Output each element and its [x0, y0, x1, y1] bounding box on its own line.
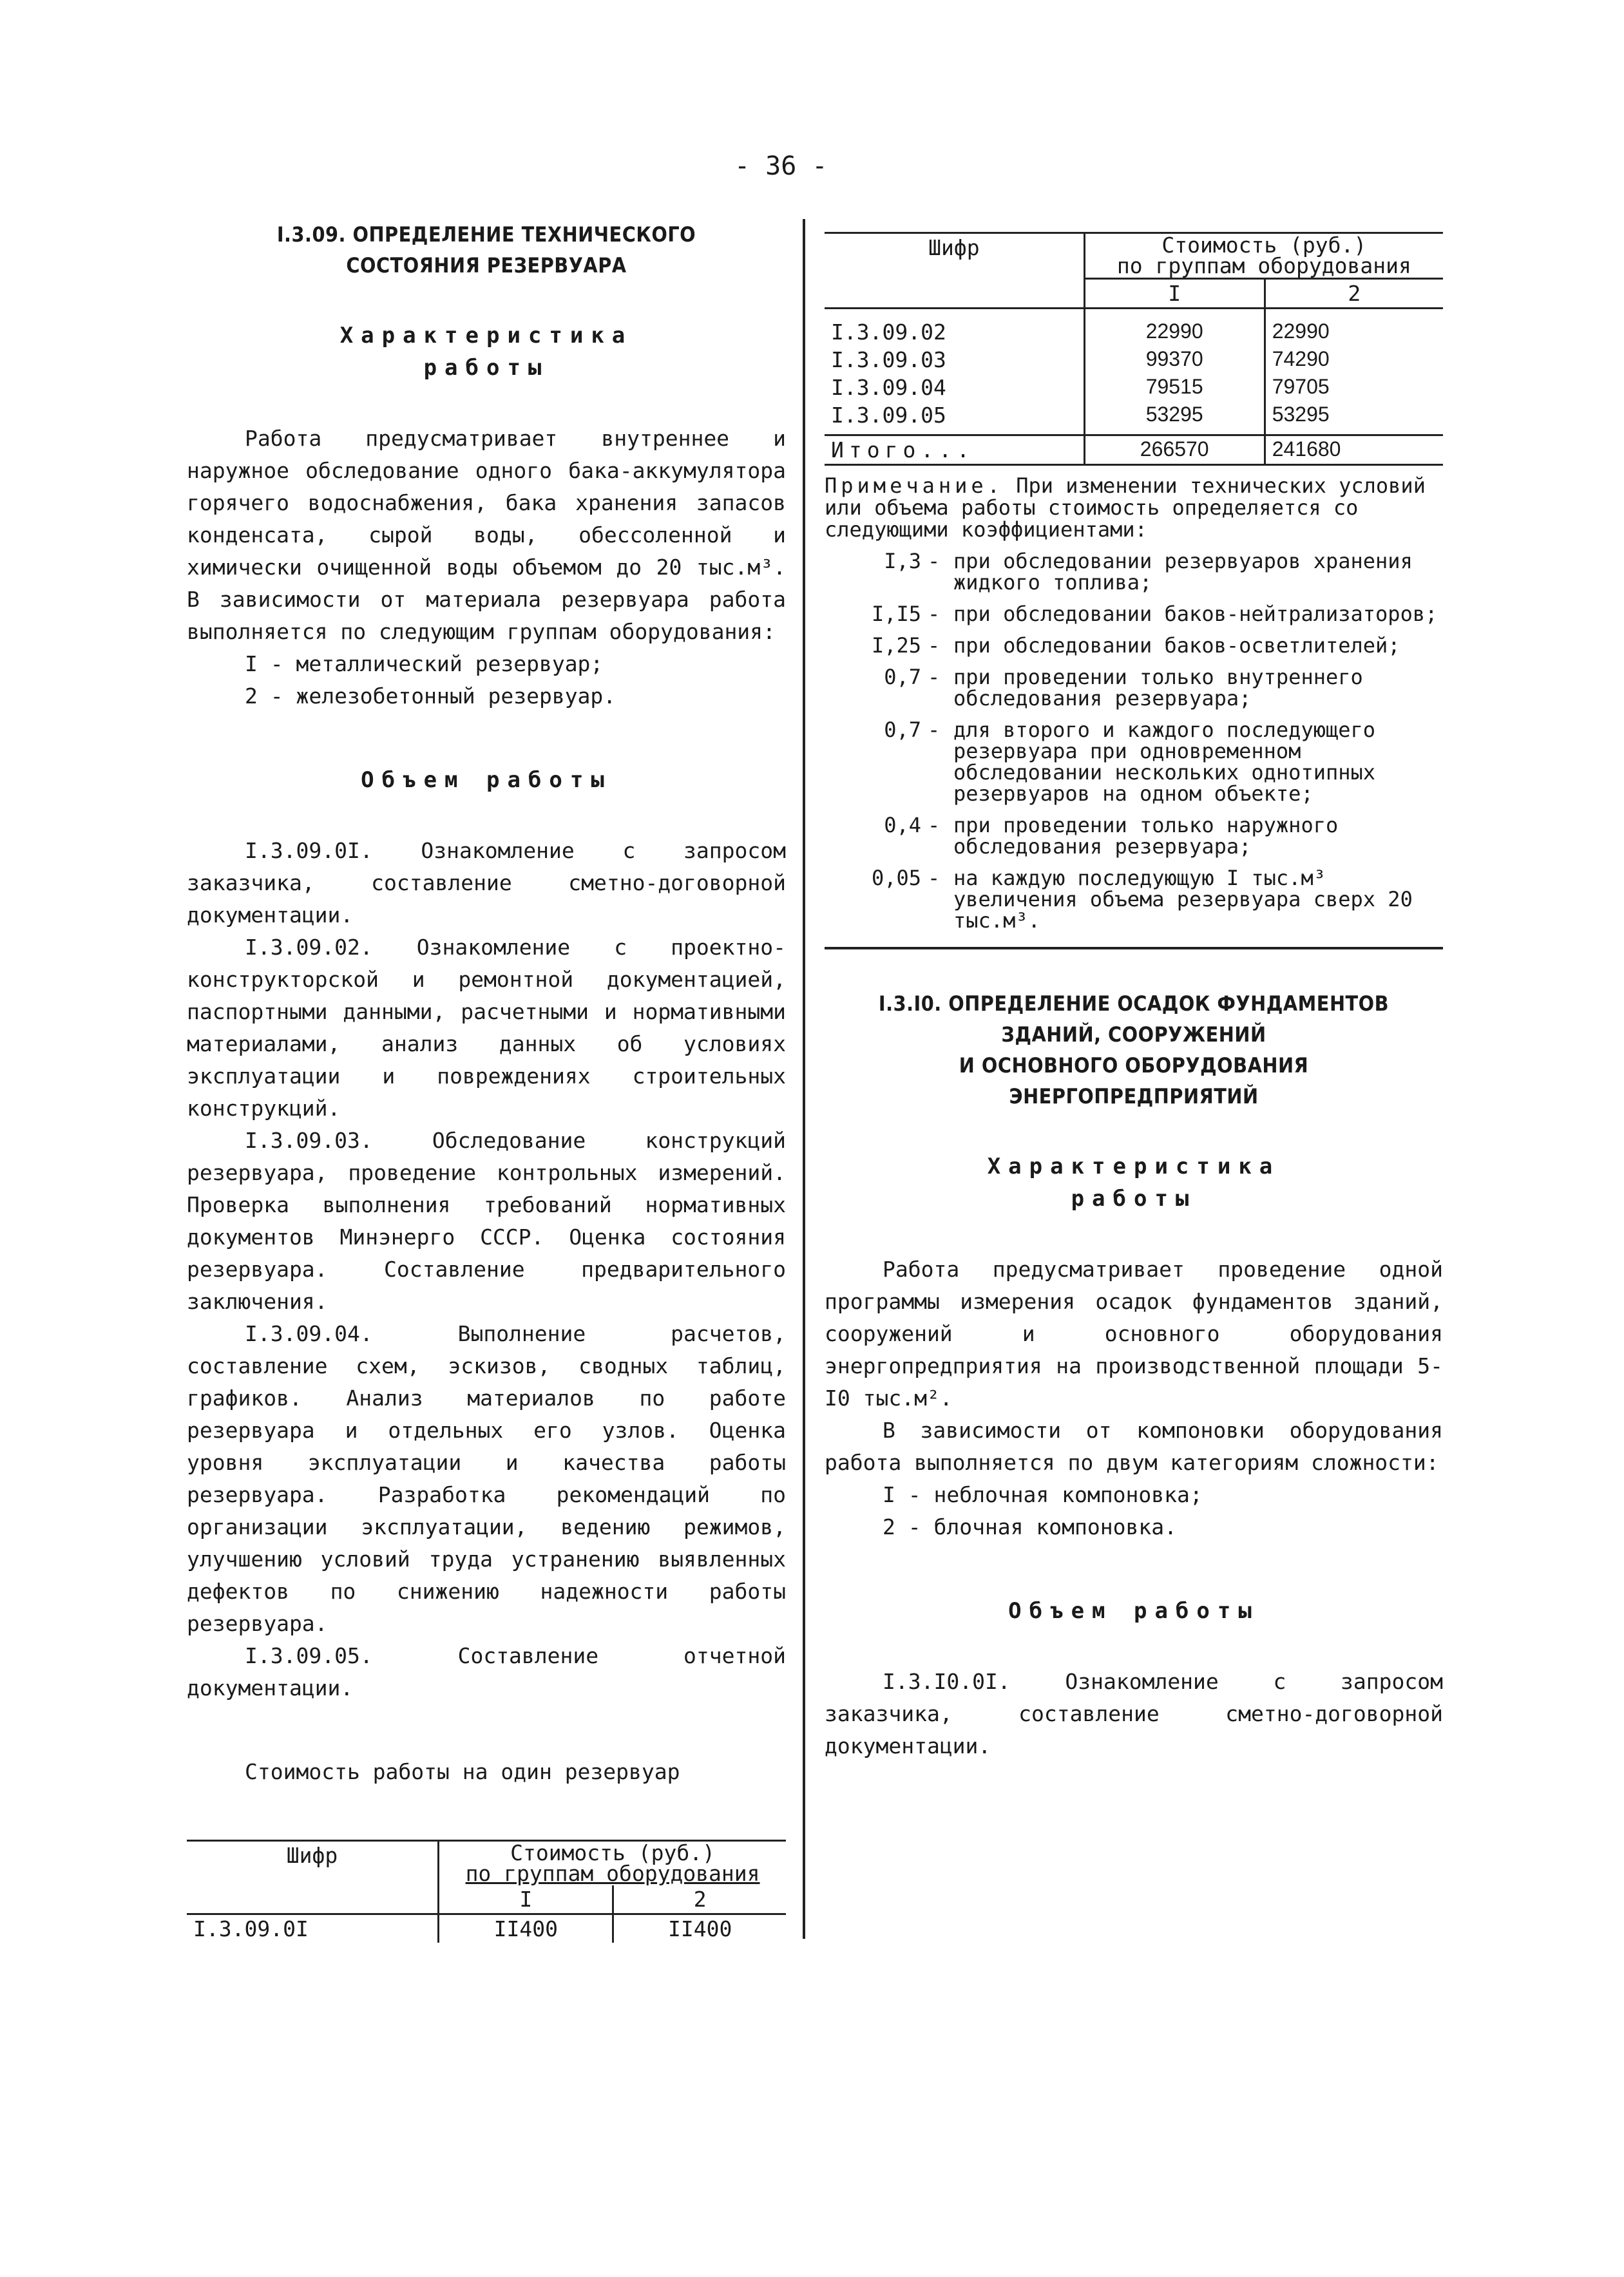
row-code: I.3.09.05 [831, 403, 946, 428]
row-cost: 79515 [1084, 374, 1265, 401]
characteristic-text: В зависимости от компоновки оборудования работа выполняется по двум категориям сложности: [825, 1418, 1443, 1475]
title-line: работы [1071, 1186, 1197, 1212]
cost-caption: Стоимость работы на один резервуар [245, 1759, 680, 1784]
row-cost: 53295 [1265, 401, 1443, 435]
coef-value: 0,7 [884, 718, 921, 742]
coefficient-list [825, 551, 1443, 931]
work-item: I.3.09.02. Ознакомление с проектно-конструкторской и ремонтной документацией, паспортными данными, расчетными и нормативными материалами, анализ данных об условиях эксплуатации и повреждениях строительных конструкций. [187, 935, 786, 1121]
coefficient-item: 0,4 - при проведении только наружного обследования резервуара; [850, 815, 1443, 857]
coefficient-item: 0,7 - для второго и каждого последующего резервуара при одновременном обследовании нескольких однотипных резервуаров на одном объекте; [850, 719, 1443, 805]
header-line: Стоимость (руб.) [1161, 233, 1367, 258]
table-row [187, 1914, 786, 1943]
row-code: I.3.09.04 [831, 375, 946, 400]
total-cost: 241680 [1265, 435, 1443, 465]
group-list [187, 648, 786, 712]
right-column [825, 232, 1443, 1762]
coef-text: для второго и каждого последующего резервуара при одновременном обследовании нескольких однотипных резервуаров на одном объекте; [953, 718, 1376, 806]
work-item: I.3.09.05. Составление отчетной документации. [187, 1643, 786, 1701]
coef-value: I,I5 [871, 602, 921, 626]
group-item: 2 - блочная компоновка. [883, 1514, 1177, 1539]
table-row [825, 318, 1443, 346]
header-line: по группам оборудования [1116, 253, 1411, 278]
coefficient-item: I,3 - при обследовании резервуаров хранения жидкого топлива; [850, 551, 1443, 593]
header-line: Стоимость (руб.) [510, 1840, 715, 1865]
group-item: I - неблочная компоновка; [883, 1482, 1203, 1507]
work-item: I.3.09.0I. Ознакомление с запросом заказчика, составление сметно-договорной документации. [187, 838, 786, 928]
heading-line: И ОСНОВНОГО ОБОРУДОВАНИЯ [959, 1053, 1309, 1078]
col-cost-header [439, 1841, 786, 1886]
row-cost: 53295 [1084, 401, 1265, 435]
row-code: I.3.09.02 [831, 319, 946, 345]
group-list [825, 1479, 1443, 1543]
title-line: Характеристика [339, 323, 633, 348]
cost-table-right [825, 232, 1443, 466]
coef-text: при проведении только внутреннего обследования резервуара; [953, 665, 1363, 710]
group-header: 2 [613, 1885, 786, 1914]
page-number: - 36 - [734, 151, 828, 181]
coefficient-item: I,I5 - при обследовании баков-нейтрализаторов; [850, 604, 1443, 625]
coefficient-item: 0,7 - при проведении только внутреннего обследования резервуара; [850, 667, 1443, 709]
section-heading-1-3-09 [187, 219, 786, 281]
heading-line: СОСТОЯНИЯ РЕЗЕРВУАРА [346, 253, 627, 278]
coef-text: при обследовании баков-осветлителей; [953, 633, 1400, 658]
work-item: I.3.09.03. Обследование конструкций резервуара, проведение контрольных измерений. Проверка выполнения требований нормативных документов Минэнерго СССР. Оценка состояния резервуара. Составление предварительного заключения. [187, 1128, 786, 1314]
row-cost: 22990 [1084, 318, 1265, 346]
total-label: Итого... [825, 435, 1084, 465]
header-line: по группам оборудования [465, 1861, 760, 1886]
row-code: I.3.09.0I [187, 1914, 439, 1943]
note [825, 475, 1443, 540]
table-row [825, 374, 1443, 401]
coef-text: при обследовании баков-нейтрализаторов; [953, 602, 1438, 626]
row-cost: 79705 [1265, 374, 1443, 401]
characteristic-text: Работа предусматривает проведение одной программы измерения осадок фундаментов зданий, сооружений и основного оборудования энергопредприятия на производственной площади 5-I0 тыс.м². [825, 1257, 1443, 1411]
row-cost: 22990 [1265, 318, 1443, 346]
total-row [825, 435, 1443, 465]
row-cost: 74290 [1265, 346, 1443, 374]
coef-text: при обследовании резервуаров хранения жидкого топлива; [953, 549, 1413, 595]
coefficient-item: I,25 - при обследовании баков-осветлителей; [850, 635, 1443, 656]
group-header: I [439, 1885, 613, 1914]
group-item: I - металлический резервуар; [245, 651, 604, 676]
title-line: работы [423, 355, 549, 381]
characteristic-title [825, 1150, 1443, 1215]
total-cost: 266570 [1084, 435, 1265, 465]
row-cost: II400 [613, 1914, 786, 1943]
title-line: Характеристика [987, 1154, 1281, 1179]
left-column [187, 219, 786, 1943]
col-code-header: Шифр [187, 1841, 439, 1914]
characteristic-title [187, 319, 786, 384]
table-row [825, 346, 1443, 374]
heading-line: ЭНЕРГОПРЕДПРИЯТИЙ [1009, 1084, 1259, 1109]
col-cost-header [1084, 233, 1443, 279]
coef-text: при проведении только наружного обследования резервуара; [953, 813, 1339, 859]
row-code: I.3.09.03 [831, 347, 946, 372]
row-cost: 99370 [1084, 346, 1265, 374]
heading-line: I.3.09. ОПРЕДЕЛЕНИЕ ТЕХНИЧЕСКОГО [276, 222, 696, 247]
coefficient-item: 0,05 - на каждую последующую I тыс.м³ увеличения объема резервуара сверх 20 тыс.м³. [850, 868, 1443, 931]
note-text: При изменении технических условий или объема работы стоимость определяется со следующими коэффициентами: [825, 473, 1426, 542]
heading-line: ЗДАНИЙ, СООРУЖЕНИЙ [1001, 1022, 1266, 1047]
characteristic-text: Работа предусматривает внутреннее и наружное обследование одного бака-аккумулятора горячего водоснабжения, бака хранения запасов конденсата, сырой воды, обессоленной и химически очищенной воды объемом до 20 тыс.м³. В зависимости от материала резервуара работа выполняется по следующим группам оборудования: [187, 426, 786, 644]
group-header: I [1084, 279, 1265, 309]
volume-title: Объем работы [1008, 1598, 1259, 1624]
coef-value: I,3 [884, 549, 921, 573]
coef-value: 0,05 [871, 866, 921, 890]
group-header: 2 [1265, 279, 1443, 309]
coef-value: I,25 [871, 633, 921, 658]
row-cost: II400 [439, 1914, 613, 1943]
table-row [825, 401, 1443, 435]
group-item: 2 - железобетонный резервуар. [245, 683, 616, 709]
coef-value: 0,4 [884, 813, 921, 837]
heading-line: I.3.I0. ОПРЕДЕЛЕНИЕ ОСАДОК ФУНДАМЕНТОВ [878, 991, 1390, 1016]
note-title: Примечание. [825, 473, 1004, 498]
volume-title: Объем работы [361, 767, 612, 793]
section-heading-1-3-10 [825, 988, 1443, 1112]
work-item: I.3.09.04. Выполнение расчетов, составление схем, эскизов, сводных таблиц, графиков. Анализ материалов по работе резервуара и отдельных его узлов. Оценка уровня эксплуатации и качества работы резервуара. Разработка рекомендаций по организации эксплуатации, ведению режимов, улучшению условий труда устранению выявленных дефектов по снижению надежности работы резервуара. [187, 1321, 786, 1636]
work-item: I.3.I0.0I. Ознакомление с запросом заказчика, составление сметно-договорной документации. [825, 1669, 1443, 1758]
cost-table-left [187, 1840, 786, 1943]
coef-value: 0,7 [884, 665, 921, 689]
coef-text: на каждую последующую I тыс.м³ увеличения объема резервуара сверх 20 тыс.м³. [953, 866, 1413, 933]
column-divider [803, 219, 805, 1939]
col-code-header: Шифр [825, 233, 1084, 309]
